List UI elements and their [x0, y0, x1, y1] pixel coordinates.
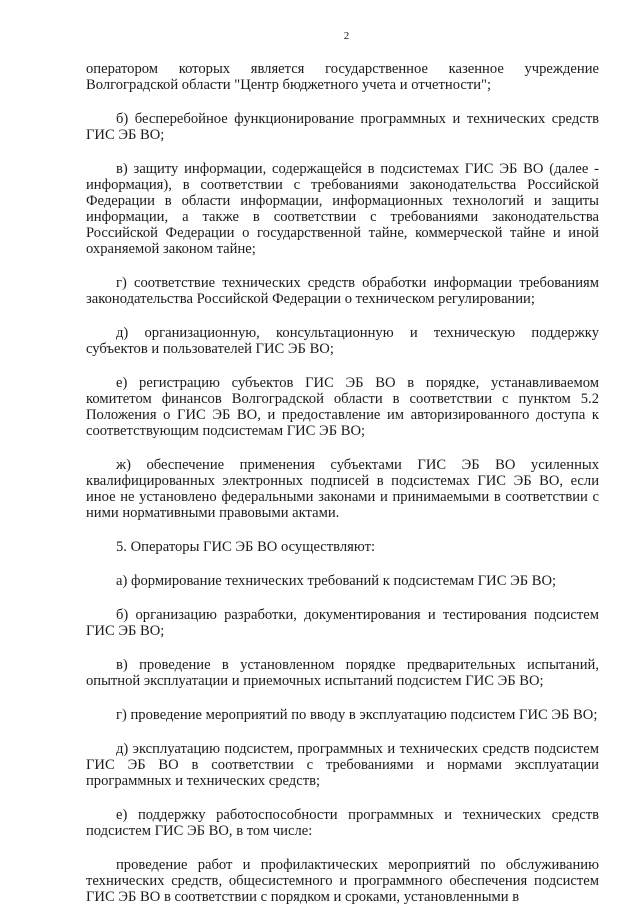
paragraph-5e: е) поддержку работоспособности программных и технических средств подсистем ГИС ЭБ ВО, в том числе: [86, 807, 599, 839]
paragraph-5v: в) проведение в установленном порядке предварительных испытаний, опытной эксплуатации и приемочных испытаний подсистем ГИС ЭБ ВО; [86, 657, 599, 689]
paragraph-5d: д) эксплуатацию подсистем, программных и технических средств подсистем ГИС ЭБ ВО в соответствии с требованиями и нормами эксплуатации программных и технических средств; [86, 741, 599, 789]
page-number: 2 [343, 30, 350, 42]
paragraph-4g: г) соответствие технических средств обработки информации требованиям законодательства Российской Федерации о техническом регулировании; [86, 275, 599, 307]
paragraph-4zh: ж) обеспечение применения субъектами ГИС ЭБ ВО усиленных квалифицированных электронных подписей в подсистемах ГИС ЭБ ВО, если иное не установлено федеральными законами и принимаемыми в соответствии с ними нормативными правовыми актами. [86, 457, 599, 521]
paragraph-5a: а) формирование технических требований к подсистемам ГИС ЭБ ВО; [116, 573, 557, 589]
paragraph-5g: г) проведение мероприятий по вводу в эксплуатацию подсистем ГИС ЭБ ВО; [116, 707, 598, 723]
paragraph-4b: б) бесперебойное функционирование программных и технических средств ГИС ЭБ ВО; [86, 111, 599, 143]
paragraph-5e-subitem: проведение работ и профилактических мероприятий по обслуживанию технических средств, общесистемного и программного обеспечения подсистем ГИС ЭБ ВО в соответствии с порядком и сроками, установленными в [86, 857, 599, 905]
paragraph-5-heading: 5. Операторы ГИС ЭБ ВО осуществляют: [116, 539, 376, 555]
paragraph-5b: б) организацию разработки, документирования и тестирования подсистем ГИС ЭБ ВО; [86, 607, 599, 639]
paragraph-4d: д) организационную, консультационную и техническую поддержку субъектов и пользователей ГИС ЭБ ВО; [86, 325, 599, 357]
paragraph-continuation: оператором которых является государственное казенное учреждение Волгоградской области "Центр бюджетного учета и отчетности"; [86, 61, 599, 93]
paragraph-4e: е) регистрацию субъектов ГИС ЭБ ВО в порядке, устанавливаемом комитетом финансов Волгоградской области в соответствии с пунктом 5.2 Положения о ГИС ЭБ ВО, и предоставление им авторизированного доступа к соответствующим подсистемам ГИС ЭБ ВО; [86, 375, 599, 439]
paragraph-4v: в) защиту информации, содержащейся в подсистемах ГИС ЭБ ВО (далее - информация), в соответствии с требованиями законодательства Российской Федерации в области информации, информационных технологий и защиты информации, а также в соответствии с требованиями законодательства Российской Федерации о государственной тайне, коммерческой тайне и иной охраняемой законом тайне; [86, 161, 599, 257]
